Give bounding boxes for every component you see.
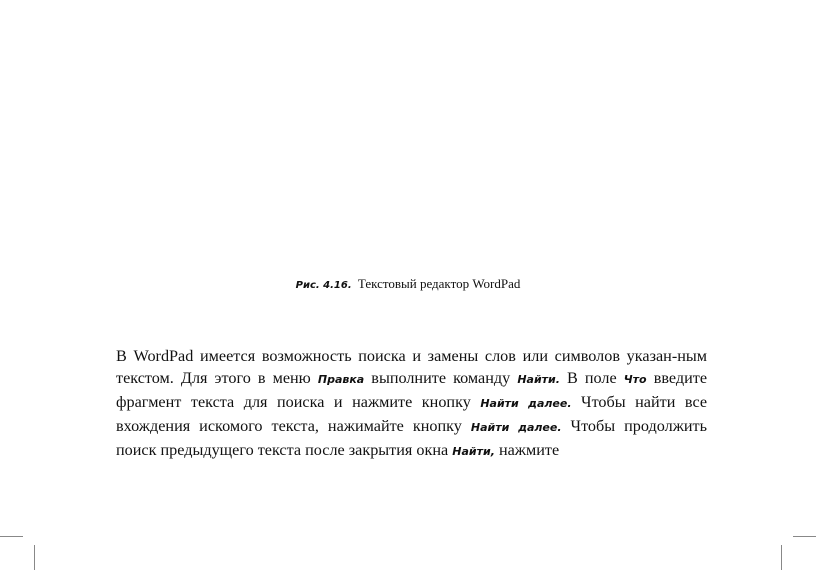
window-name-find: Найти, [452, 445, 495, 458]
field-name-what: Что [623, 373, 647, 386]
paragraph-text-4: введите фрагмент текста для поиска и нажмите кнопку [116, 369, 708, 411]
figure-title: Текстовый редактор WordPad [357, 276, 521, 291]
menu-name-edit: Правка [317, 373, 365, 386]
paragraph-text-6: Чтобы продолжить поиск предыдущего текста после закрытия окна [116, 417, 708, 459]
crop-mark-right-horizontal [793, 536, 816, 537]
paragraph-text-2: выполните команду [371, 369, 511, 387]
command-find: Найти. [517, 373, 560, 386]
figure-caption [0, 276, 816, 294]
button-name-find-next-2: Найти далее. [470, 421, 562, 434]
button-name-find-next-1: Найти далее. [480, 397, 572, 410]
crop-mark-left-vertical [34, 545, 35, 570]
paragraph-text-1: В WordPad имеется возможность поиска и замены слов или символов указан-ным текстом. Для этого в меню [116, 347, 707, 387]
crop-mark-left-horizontal [0, 536, 23, 537]
paragraph-text-5: Чтобы найти все вхождения искомого текста, нажимайте кнопку [116, 393, 708, 435]
body-paragraph [116, 345, 707, 463]
figure-number: Рис. 4.16. [295, 280, 352, 291]
paragraph-text-3: В поле [567, 369, 617, 387]
paragraph-text-7: нажмите [498, 441, 560, 459]
crop-mark-right-vertical [781, 545, 782, 570]
